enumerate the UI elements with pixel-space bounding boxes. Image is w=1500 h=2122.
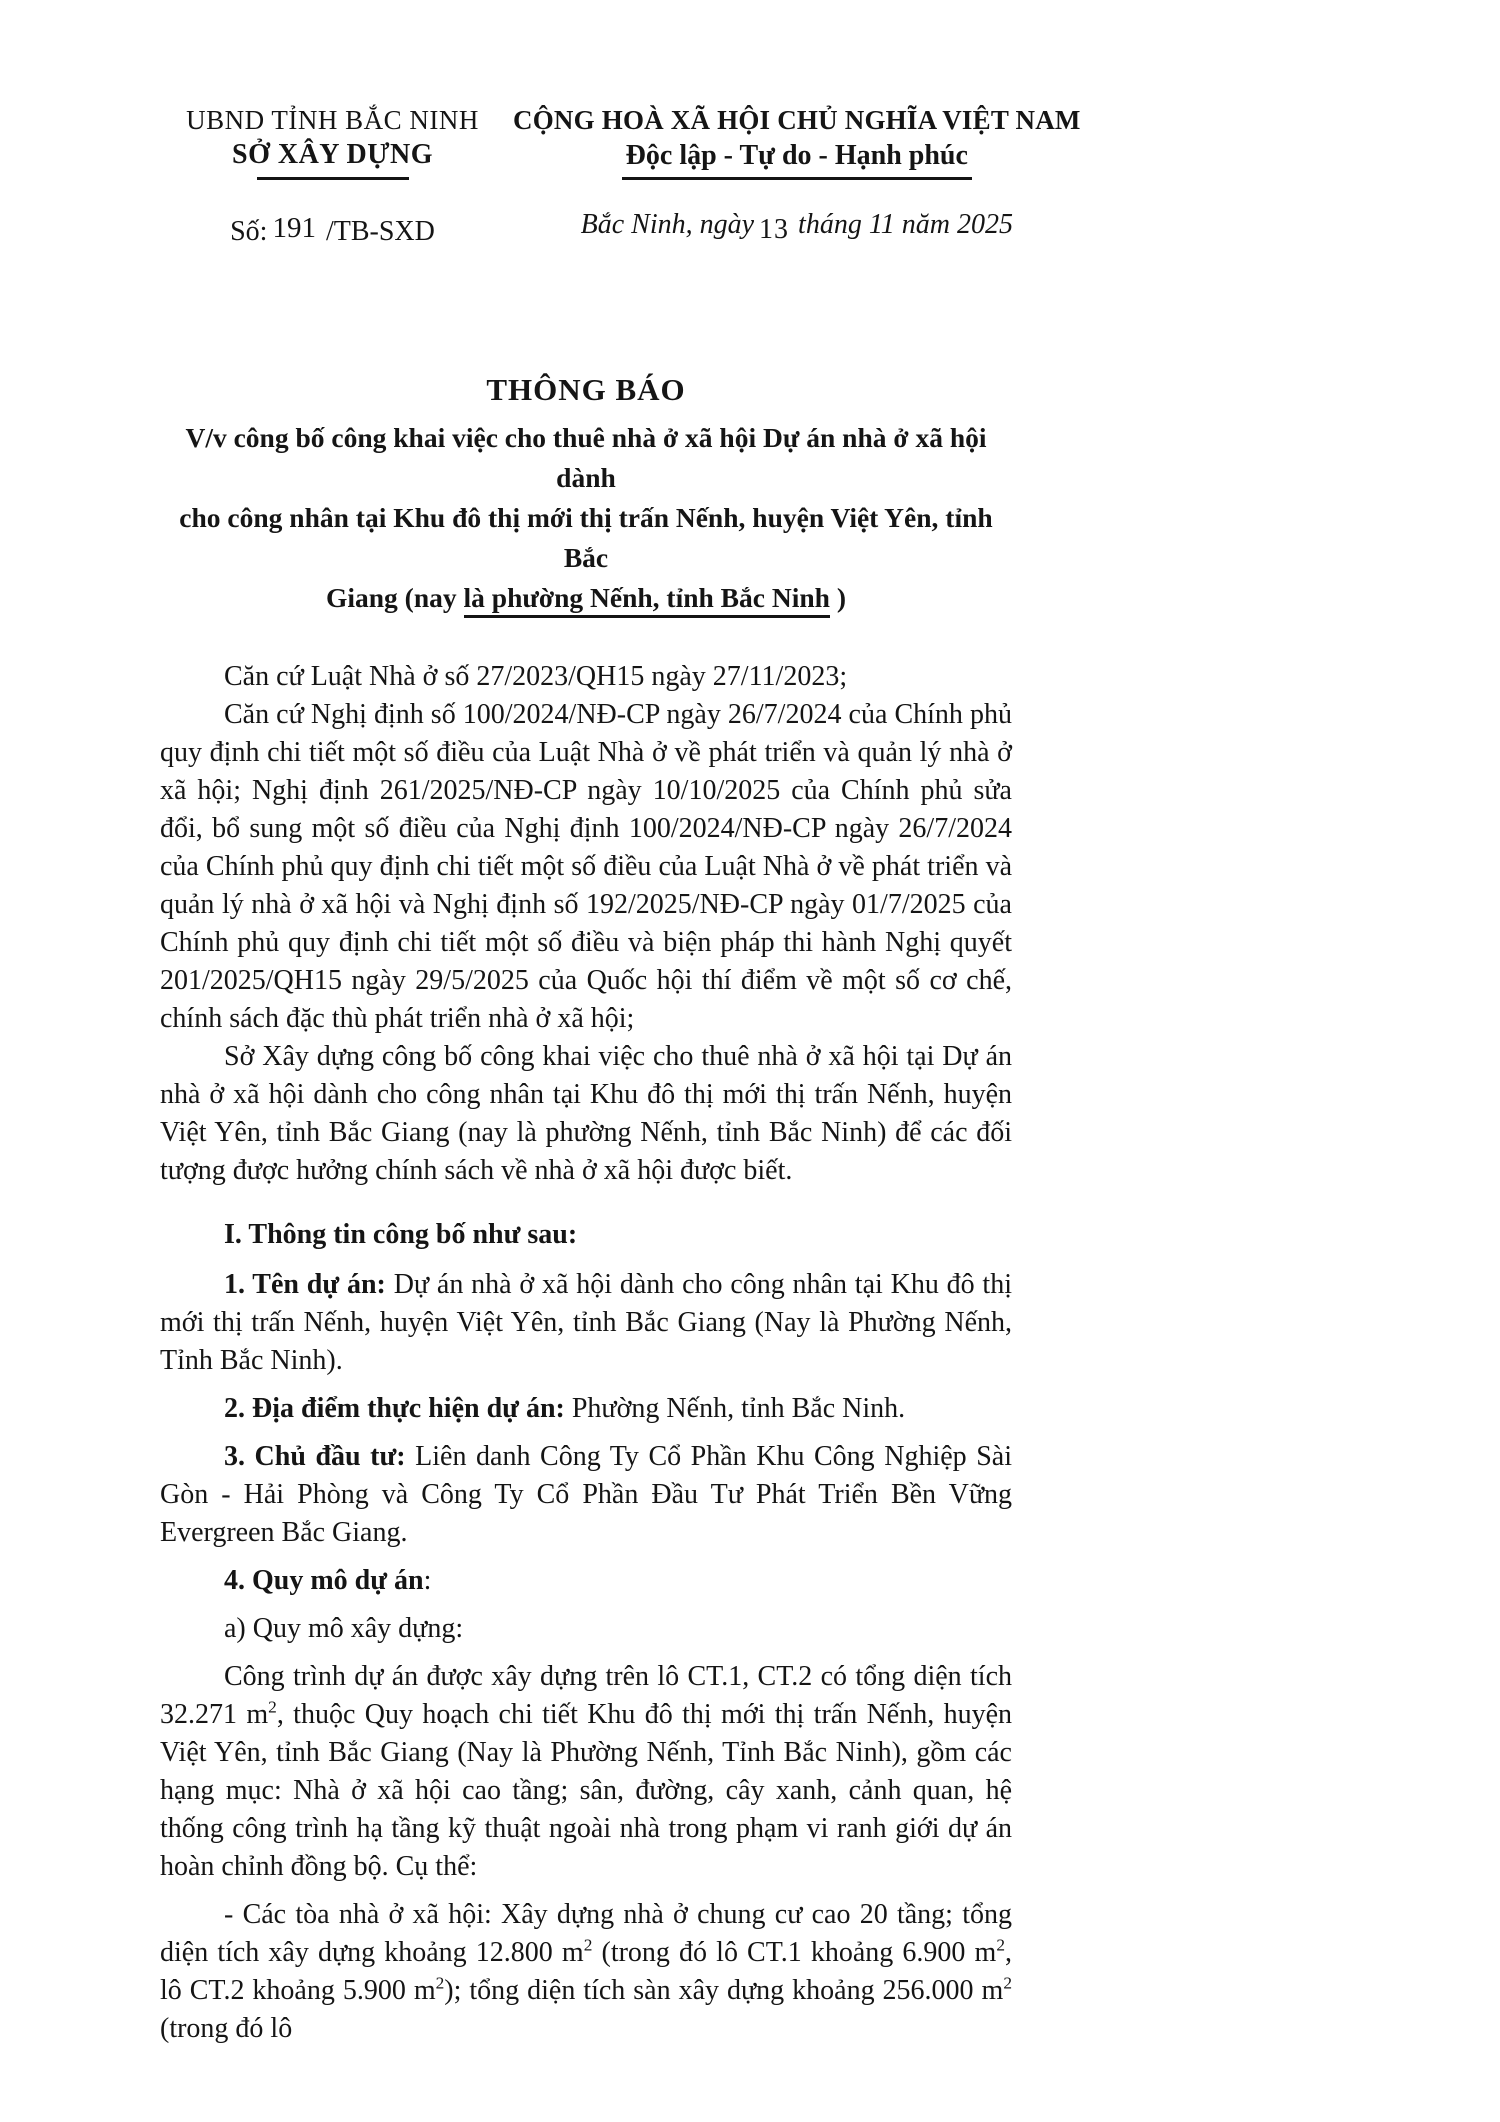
paragraph-construction-detail [160, 1658, 1012, 1886]
item-investor-text: Liên danh Công Ty Cổ Phần Khu Công Nghiệp Sài Gòn - Hải Phòng và Công Ty Cổ Phần Đầu Tư Phát Triển Bền Vững Evergreen Bắc Giang. [160, 1441, 1012, 1548]
section-heading-1: I. Thông tin công bố như sau: [224, 1219, 578, 1250]
subject-line-3-pre: Giang (nay [325, 582, 464, 613]
document-header [160, 104, 1081, 249]
national-header-block [513, 104, 1081, 245]
subject-line-2: cho công nhân tại Khu đô thị mới thị trấn Nếnh, huyện Việt Yên, tỉnh Bắc [179, 502, 993, 573]
document-number-suffix: /TB-SXD [325, 216, 435, 247]
towers-detail-text-3: , lô CT.2 khoảng 5.900 m [160, 1937, 1012, 2006]
subject-line-1: V/v công bố công khai việc cho thuê nhà ở xã hội Dự án nhà ở xã hội dành [185, 422, 987, 493]
document-content [160, 104, 1081, 2048]
date-suffix: tháng 11 năm 2025 [798, 209, 1013, 240]
item-project-scale [160, 1562, 1012, 1600]
paragraph-announcement: Sở Xây dựng công bố công khai việc cho thuê nhà ở xã hội tại Dự án nhà ở xã hội dành cho công nhân tại Khu đô thị mới thị trấn Nếnh, huyện Việt Yên, tỉnh Bắc Giang (nay là phường Nếnh, tỉnh Bắc Ninh) để các đối tượng được hưởng chính sách về nhà ở xã hội được biết. [160, 1041, 1012, 1186]
superscript-sqm: 2 [1003, 1973, 1013, 1993]
title-block [160, 371, 1012, 618]
issuing-agency-block [160, 104, 505, 249]
item-project-location-text: Phường Nếnh, tỉnh Bắc Ninh. [564, 1393, 906, 1424]
date-prefix: Bắc Ninh, ngày [580, 209, 755, 240]
place-date-line [513, 208, 1081, 245]
agency-underline [257, 177, 409, 180]
subject-line-3 [160, 578, 1012, 618]
superscript-sqm: 2 [996, 1935, 1005, 1955]
paragraph-legal-basis-1: Căn cứ Luật Nhà ở số 27/2023/QH15 ngày 27/11/2023; [224, 661, 848, 692]
national-title: CỘNG HOÀ XÃ HỘI CHỦ NGHĨA VIỆT NAM [513, 105, 1081, 135]
item-construction-scale: a) Quy mô xây dựng: [224, 1613, 464, 1644]
document-title: THÔNG BÁO [486, 372, 686, 407]
document-number-value: 191 [272, 212, 316, 244]
towers-detail-text-1: - Các tòa nhà ở xã hội: Xây dựng nhà ở chung cư cao 20 tầng; tổng diện tích xây dựng khoảng 12.800 m [160, 1899, 1012, 1968]
construction-detail-text-2: , thuộc Quy hoạch chi tiết Khu đô thị mới thị trấn Nếnh, huyện Việt Yên, tỉnh Bắc Giang (Nay là Phường Nếnh, Tỉnh Bắc Ninh), gồm các hạng mục: Nhà ở xã hội cao tầng; sân, đường, cây xanh, cảnh quan, hệ thống công trình hạ tầng kỹ thuật ngoài nhà trong phạm vi ranh giới dự án hoàn chỉnh đồng bộ. Cụ thể: [160, 1699, 1012, 1882]
item-project-name-label: 1. Tên dự án: [224, 1269, 386, 1300]
document-subject [160, 418, 1012, 618]
agency-name: SỞ XÂY DỰNG [232, 139, 433, 170]
item-project-name-text: Dự án nhà ở xã hội dành cho công nhân tại Khu đô thị mới thị trấn Nếnh, huyện Việt Yên, tỉnh Bắc Giang (Nay là Phường Nếnh, Tỉnh Bắc Ninh). [160, 1269, 1012, 1376]
superscript-sqm: 2 [435, 1973, 445, 1993]
item-project-scale-label: 4. Quy mô dự án [224, 1565, 424, 1596]
document-body [160, 658, 1012, 2048]
paragraph-legal-basis-2: Căn cứ Nghị định số 100/2024/NĐ-CP ngày 26/7/2024 của Chính phủ quy định chi tiết một số điều của Luật Nhà ở về phát triển và quản lý nhà ở xã hội; Nghị định 261/2025/NĐ-CP ngày 10/10/2025 của Chính phủ sửa đổi, bổ sung một số điều của Nghị định 100/2024/NĐ-CP ngày 26/7/2024 của Chính phủ quy định chi tiết một số điều của Luật Nhà ở về phát triển và quản lý nhà ở xã hội và Nghị định số 192/2025/NĐ-CP ngày 01/7/2025 của Chính phủ quy định chi tiết một số điều và biện pháp thi hành Nghị quyết 201/2025/QH15 ngày 29/5/2025 của Quốc hội thí điểm về một số cơ chế, chính sách đặc thù phát triển nhà ở xã hội; [160, 699, 1012, 1034]
item-project-name [160, 1266, 1012, 1380]
item-project-location [160, 1390, 1012, 1428]
motto-underline [622, 177, 972, 180]
construction-detail-text: Công trình dự án được xây dựng trên lô CT.1, CT.2 có tổng diện tích 32.271 m [160, 1661, 1012, 1730]
item-investor-label: 3. Chủ đầu tư: [224, 1441, 406, 1472]
item-project-scale-colon: : [423, 1565, 432, 1596]
subject-line-3-underlined: là phường Nếnh, tỉnh Bắc Ninh [464, 582, 830, 618]
paragraph-towers-detail [160, 1896, 1012, 2048]
superscript-sqm: 2 [268, 1697, 277, 1717]
date-day: 13 [759, 214, 790, 245]
towers-detail-text-4: ); tổng diện tích sàn xây dựng khoảng 256.000 m [444, 1975, 1004, 2006]
document-number-label: Số: [230, 216, 268, 247]
item-investor [160, 1438, 1012, 1552]
item-project-location-label: 2. Địa điểm thực hiện dự án: [224, 1393, 565, 1424]
document-number [160, 214, 505, 249]
national-motto: Độc lập - Tự do - Hạnh phúc [625, 140, 968, 171]
subject-line-3-post: ) [829, 582, 846, 613]
towers-detail-text-2: (trong đó lô CT.1 khoảng 6.900 m [592, 1937, 997, 1968]
towers-detail-text-5: (trong đó lô [160, 2013, 293, 2044]
superscript-sqm: 2 [583, 1935, 593, 1955]
agency-parent-name: UBND TỈNH BẮC NINH [186, 105, 479, 135]
